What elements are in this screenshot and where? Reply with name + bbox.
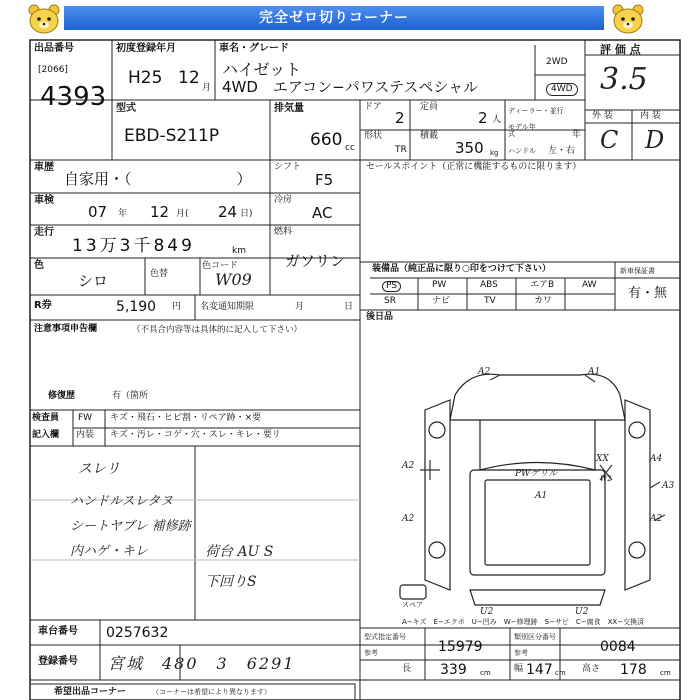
doors-value: 2 [395,109,405,127]
note-line-4: 内ハゲ・キレ [70,544,148,559]
length-unit: cm [480,669,491,677]
fuel-value: ガソリン [285,252,346,270]
length-value: 339 [440,662,467,678]
type-value: EBD-S211P [124,126,220,146]
equip-sr: SR [384,296,396,306]
diagram-mark: A2 [650,514,663,524]
recycle-label: R券 [34,300,52,311]
diagram-mark: U2 [480,607,494,617]
color-change-label: 色替 [150,269,169,279]
note-line-6: 下回りS [205,574,257,590]
sales-point-label: セールスポイント（正常に機能するものに限ります） [366,162,582,172]
registration-value: 宮城 480 3 6291 [108,654,296,673]
diagram-mark: A2 [478,367,491,377]
capacity-unit: 人 [492,115,502,125]
type-label: 型式 [116,103,136,114]
equip-navi: ナビ [432,296,451,306]
color-value: シロ [78,272,109,290]
equip-airbag: エアB [530,280,555,290]
color-label: 色 [34,260,44,271]
diagram-mark: A4 [650,454,663,464]
first-reg-year: H25 [128,68,163,88]
class-number-value: 0084 [600,639,636,655]
interior-grade: D [645,126,665,154]
height-value: 178 [620,662,647,678]
height-label: 高さ [582,664,601,674]
notes-sub: （不具合内容等は具体的に記入して下さい） [132,325,303,335]
corner-request-sub: （コーナーは希望により異なります） [152,688,271,696]
shape-value: TR [395,145,407,155]
diagram-mark: A3 [662,481,675,491]
load-label: 積載 [420,131,439,141]
car-grade: 4WD エアコン−パワステスペシャル [222,78,479,96]
shift-label: シフト [274,162,302,172]
mileage-value: 13万3千849 [72,236,195,256]
first-reg-label: 初度登録年月 [116,43,176,54]
first-reg-month-unit: 月 [202,83,212,93]
spec-number-value: 15979 [438,639,483,655]
diagram-mark: A1 [588,367,601,377]
height-unit: cm [660,669,671,677]
displacement-value: 660 [310,130,343,150]
lot-code: [2066] [38,65,68,75]
dim-ref-2: 参考 [514,649,528,657]
damage-legend: A−キズ E−エクボ U−凹み W−修理跡 S−サビ C−腐食 XX−交換済 [402,618,645,626]
inspection-label: 車検 [34,195,54,206]
inspection-year-unit: 年 [118,209,128,219]
diagram-mark: A2 [402,514,415,524]
later-items-label: 後日品 [366,312,394,322]
note-line-2: ハンドルスレタヌ [70,494,174,509]
class-number-label: 類別区分番号 [514,633,556,641]
load-value: 350 [455,139,484,157]
dim-ref-1: 参考 [364,649,378,657]
history-value: 自家用・（ ） [64,170,252,188]
equip-abs: ABS [480,280,498,290]
first-reg-month: 12 [178,68,200,88]
equip-aw: AW [582,280,597,290]
recycle-unit: 円 [172,302,182,312]
inspection-year: 07 [88,203,108,221]
diagram-mark: XX [596,454,609,464]
diagram-pw-note: PWゲリル [515,469,558,479]
warranty-value: 有・無 [628,286,668,301]
spare-label: スペア [402,601,423,609]
capacity-label: 定員 [420,102,439,112]
model-year-label: モデル年式 [508,123,536,138]
equip-tv: TV [484,296,496,306]
diagram-mark: W2 [600,475,612,483]
name-change-label: 名変通知期限 [200,302,255,312]
checker-label-2: 記入欄 [32,430,60,440]
corner-request-label: 希望出品コーナー [54,687,127,697]
spec-number-label: 型式指定番号 [364,633,406,641]
repair-history-value: 有（箇所 [112,391,149,401]
displacement-unit: cc [345,143,355,153]
drive-4wd: 4WD [546,83,578,96]
width-value: 147 [526,662,553,678]
color-code-value: W09 [215,270,252,289]
color-code-label: 色コード [202,261,239,271]
notes-label: 注意事項申告欄 [34,324,98,334]
mileage-label: 走行 [34,227,54,238]
fw-items: キズ・飛石・ヒビ割・リペア跡・×要 [110,413,262,423]
history-label: 車歴 [34,162,54,173]
model-year-unit: 年 [572,130,582,140]
equip-ps: PS [382,281,401,292]
capacity-value: 2 [478,109,488,127]
shift-value: F5 [315,171,334,189]
checker-label-1: 検査員 [32,413,60,423]
equipment-label: 装備品（純正品に限り○印をつけて下さい） [372,264,551,274]
chassis-value: 0257632 [106,625,169,641]
inspection-day-unit: 日) [240,209,253,219]
registration-label: 登録番号 [38,656,78,667]
diagram-mark: A1 [535,491,548,501]
ac-label: 冷房 [274,195,293,205]
lot-label: 出品番号 [34,43,74,54]
exterior-label: 外 装 [592,111,613,121]
car-model: ハイゼット [222,60,302,79]
displacement-label: 排気量 [274,103,304,114]
exterior-grade: C [600,126,619,154]
equip-leather: カワ [534,296,553,306]
ac-value: AC [312,204,333,222]
inspection-day: 24 [218,203,238,221]
interior-label: 内 装 [640,111,661,121]
fuel-label: 燃料 [274,227,293,237]
repair-history-label: 修復歴 [48,391,76,401]
diagram-mark: U2 [575,607,589,617]
note-line-5: 荷台 AU S [205,544,274,560]
width-label: 幅 [514,664,524,674]
diagram-mark: A2 [402,461,415,471]
drive-2wd: 2WD [546,57,568,67]
shape-label: 形状 [364,131,383,141]
inspection-month-unit: 月( [176,209,189,219]
chassis-label: 車台番号 [38,626,78,637]
fw-label: FW [78,413,93,423]
name-change-day: 日 [344,302,354,312]
score-value: 3.5 [600,62,648,97]
warranty-label: 新車保証書 [620,267,655,275]
handle-value: 左・右 [548,146,576,156]
score-label: 評 価 点 [600,43,641,56]
load-unit: kg [490,149,499,157]
inspection-month: 12 [150,203,170,221]
length-label: 長 [402,664,412,674]
doors-label: ドア [364,102,382,112]
equip-pw: PW [432,280,447,290]
width-unit: cm [555,669,566,677]
recycle-value: 5,190 [116,299,157,315]
note-line-1: スレリ [78,461,120,477]
name-label: 車名・グレード [219,43,289,54]
corner-banner: 完全ゼロ切りコーナー [64,6,604,30]
interior-check-items: キズ・汚レ・コゲ・穴・スレ・キレ・要リ [110,430,281,440]
lot-number: 4393 [40,82,107,112]
name-change-month: 月 [295,302,305,312]
mileage-unit: km [232,246,246,256]
note-line-3: シートヤブレ 補修跡 [70,519,191,534]
handle-label: ハンドル [508,147,536,155]
dealer-label: ディーラー・並行 [508,107,564,115]
interior-check-label: 内装 [76,430,95,440]
